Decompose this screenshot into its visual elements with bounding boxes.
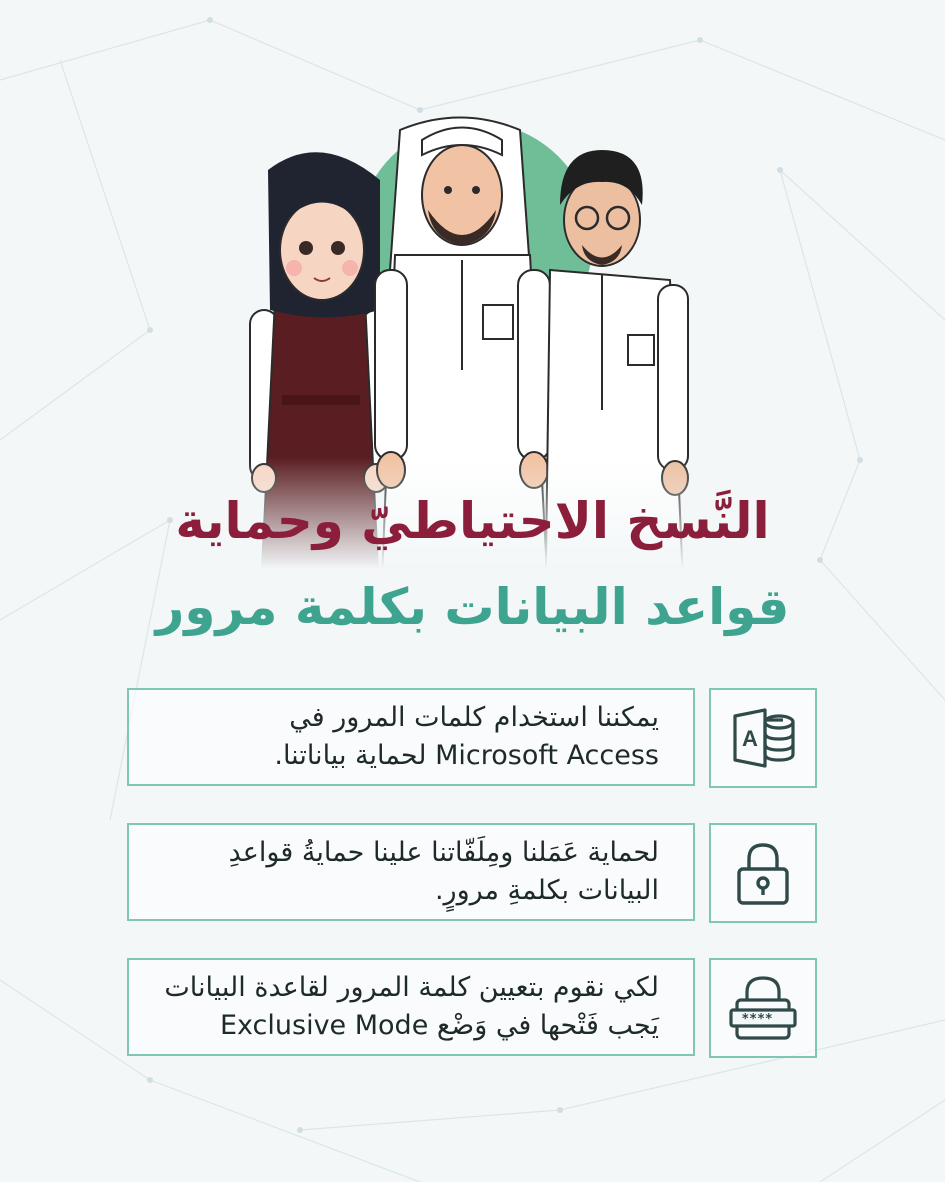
info-card-line: لكي نقوم بتعيين كلمة المرور لقاعدة البيانات — [164, 972, 659, 1003]
title-line-2: قواعد البيانات بكلمة مرور — [155, 578, 790, 636]
info-card-icon-box — [709, 688, 817, 788]
password-lock-icon — [727, 972, 799, 1044]
info-card-line: Microsoft Access لحماية بياناتنا. — [274, 740, 659, 771]
svg-text:****_: ****_ — [741, 1012, 781, 1027]
info-card-text-box — [127, 958, 695, 1056]
padlock-icon — [727, 837, 799, 909]
info-card-exclusive-mode — [127, 958, 817, 1060]
svg-text:A: A — [742, 726, 758, 751]
info-card-text-box — [127, 823, 695, 921]
info-card-icon-box — [709, 958, 817, 1058]
info-card-line: لحماية عَمَلنا ومِلَفّاتنا علينا حمايةُ قواعدِ — [228, 837, 659, 868]
info-card-access — [127, 688, 817, 790]
info-card-icon-box — [709, 823, 817, 923]
title-line-1: النَّسخ الاحتياطيّ وحماية — [175, 492, 770, 550]
info-card-line: يَجب فَتْحها في وَضْع Exclusive Mode — [219, 1010, 659, 1041]
info-card-line: يمكننا استخدام كلمات المرور في — [289, 702, 659, 733]
info-card-protect — [127, 823, 817, 925]
microsoft-access-icon — [727, 702, 799, 774]
info-card-line: البيانات بكلمةِ مرورٍ. — [434, 875, 659, 906]
info-card-text-box — [127, 688, 695, 786]
